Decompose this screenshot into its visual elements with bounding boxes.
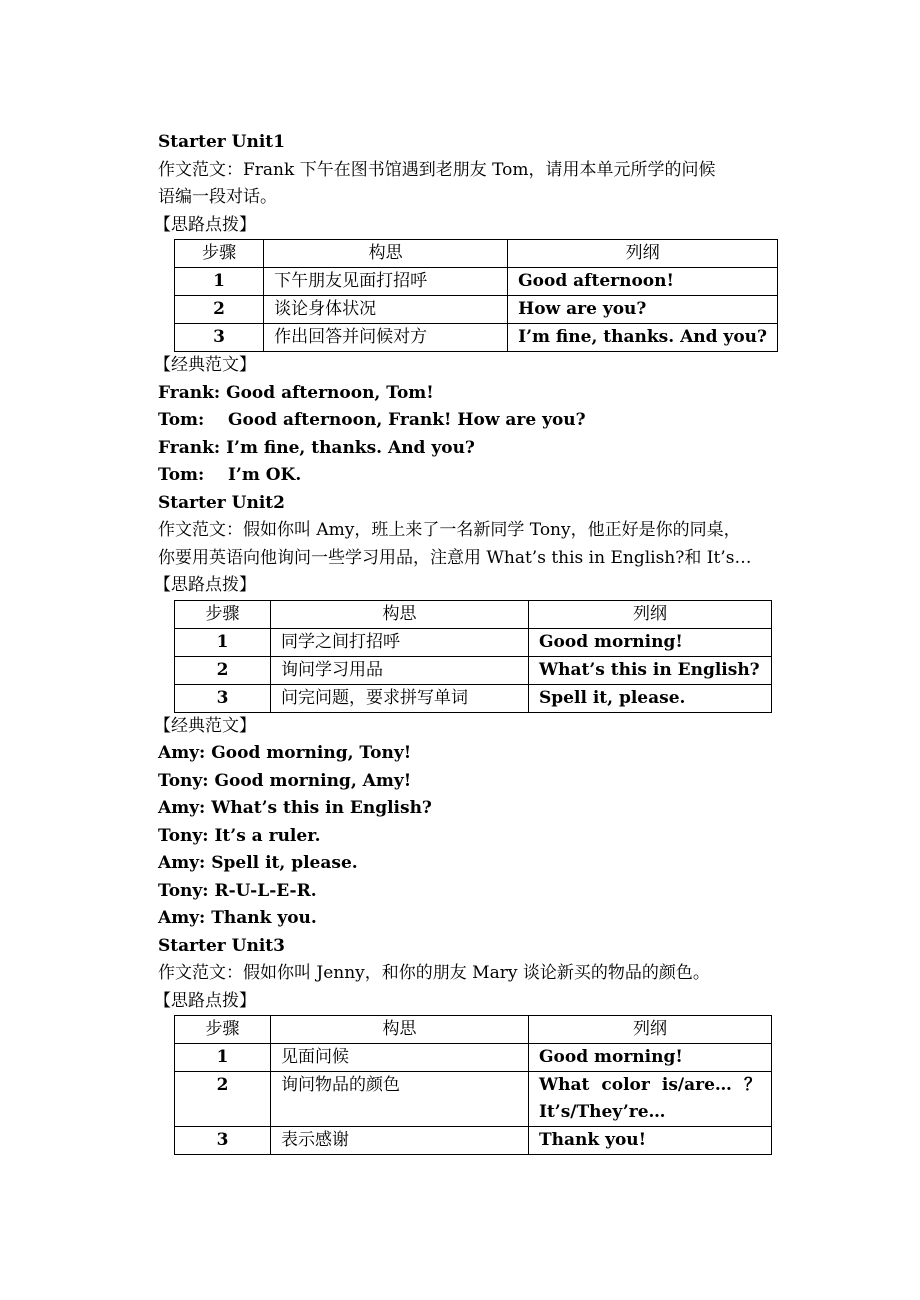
unit2-prompt-line1: 作文范文：假如你叫 Amy，班上来了一名新同学 Tony，他正好是你的同桌，	[158, 520, 741, 540]
outline-cell: Thank you!	[529, 1127, 772, 1155]
outline-cell: Good morning!	[529, 628, 772, 656]
step-cell: 3	[175, 684, 271, 712]
table-header-row	[175, 1016, 772, 1044]
header-outline: 列纲	[529, 1016, 772, 1044]
unit2-prompt-line2: 你要用英语向他询问一些学习用品，注意用 What’s this in English?和 It’s…	[158, 547, 752, 568]
header-step: 步骤	[175, 600, 271, 628]
unit2-outline-table	[174, 600, 772, 713]
outline-cell: How are you?	[508, 296, 778, 324]
unit1-dialogue-line: Frank: Good afternoon, Tom!	[158, 382, 434, 403]
idea-cell: 见面问候	[271, 1044, 529, 1072]
unit1-outline-table	[174, 239, 778, 352]
unit2-tips-label: 【思路点拨】	[154, 575, 256, 595]
table-row	[175, 1127, 772, 1155]
idea-cell: 同学之间打招呼	[271, 628, 529, 656]
table-row	[175, 684, 772, 712]
outline-word: What	[539, 1075, 590, 1095]
step-cell: 1	[175, 628, 271, 656]
step-cell: 3	[175, 324, 264, 352]
unit3-heading: Starter Unit3	[158, 935, 285, 956]
unit2-dialogue-line: Tony: Good morning, Amy!	[158, 770, 412, 791]
header-idea: 构思	[271, 1016, 529, 1044]
step-cell: 2	[175, 296, 264, 324]
outline-word: ？	[744, 1075, 761, 1095]
step-cell: 1	[175, 268, 264, 296]
unit2-dialogue-line: Amy: Good morning, Tony!	[158, 743, 412, 763]
table-row	[175, 268, 778, 296]
outline-cell: Spell it, please.	[529, 684, 772, 712]
header-step: 步骤	[175, 240, 264, 268]
unit1-dialogue-line: Tom: I’m OK.	[158, 465, 302, 485]
table-row	[175, 656, 772, 684]
table-header-row	[175, 240, 778, 268]
idea-cell: 下午朋友见面打招呼	[264, 268, 508, 296]
unit3-outline-table	[174, 1015, 772, 1155]
unit2-dialogue-line: Amy: Spell it, please.	[158, 853, 358, 873]
outline-line2: It’s/They’re…	[539, 1102, 666, 1122]
unit1-prompt-line2: 语编一段对话。	[158, 187, 277, 207]
outline-word: color	[601, 1075, 650, 1095]
outline-cell: What’s this in English?	[529, 656, 772, 684]
header-outline: 列纲	[529, 600, 772, 628]
unit2-dialogue-line: Tony: R-U-L-E-R.	[158, 880, 317, 901]
unit3-prompt-line1: 作文范文：假如你叫 Jenny，和你的朋友 Mary 谈论新买的物品的颜色。	[158, 963, 710, 983]
unit1-heading: Starter Unit1	[158, 132, 285, 152]
table-row	[175, 324, 778, 352]
step-cell: 1	[175, 1044, 271, 1072]
document-page	[154, 129, 778, 1155]
unit1-dialogue-line: Frank: I’m fine, thanks. And you?	[158, 437, 475, 458]
outline-line1	[539, 1072, 761, 1099]
unit1-model-label: 【经典范文】	[154, 355, 256, 375]
table-row	[175, 1072, 772, 1127]
header-step: 步骤	[175, 1016, 271, 1044]
unit2-dialogue-line: Amy: Thank you.	[158, 908, 317, 928]
unit3-tips-label: 【思路点拨】	[154, 990, 256, 1011]
idea-cell: 作出回答并问候对方	[264, 324, 508, 352]
unit2-dialogue-line: Tony: It’s a ruler.	[158, 825, 321, 846]
unit2-heading: Starter Unit2	[158, 492, 285, 513]
unit1-dialogue-line: Tom: Good afternoon, Frank! How are you?	[158, 410, 586, 430]
unit1-tips-label: 【思路点拨】	[154, 214, 256, 235]
outline-cell: I’m fine, thanks. And you?	[508, 324, 778, 352]
unit2-model-label: 【经典范文】	[154, 715, 256, 736]
idea-cell: 询问物品的颜色	[271, 1072, 529, 1127]
step-cell: 2	[175, 656, 271, 684]
outline-cell: Good afternoon!	[508, 268, 778, 296]
header-outline: 列纲	[508, 240, 778, 268]
idea-cell: 谈论身体状况	[264, 296, 508, 324]
unit2-dialogue-line: Amy: What’s this in English?	[158, 798, 432, 818]
idea-cell: 表示感谢	[271, 1127, 529, 1155]
outline-cell	[529, 1072, 772, 1127]
step-cell: 2	[175, 1072, 271, 1127]
idea-cell: 询问学习用品	[271, 656, 529, 684]
header-idea: 构思	[271, 600, 529, 628]
outline-cell: Good morning!	[529, 1044, 772, 1072]
table-header-row	[175, 600, 772, 628]
outline-word: is/are…	[661, 1075, 732, 1095]
table-row	[175, 1044, 772, 1072]
table-row	[175, 628, 772, 656]
step-cell: 3	[175, 1127, 271, 1155]
table-row	[175, 296, 778, 324]
unit1-prompt-line1: 作文范文：Frank 下午在图书馆遇到老朋友 Tom，请用本单元所学的问候	[158, 159, 716, 180]
header-idea: 构思	[264, 240, 508, 268]
idea-cell: 问完问题，要求拼写单词	[271, 684, 529, 712]
